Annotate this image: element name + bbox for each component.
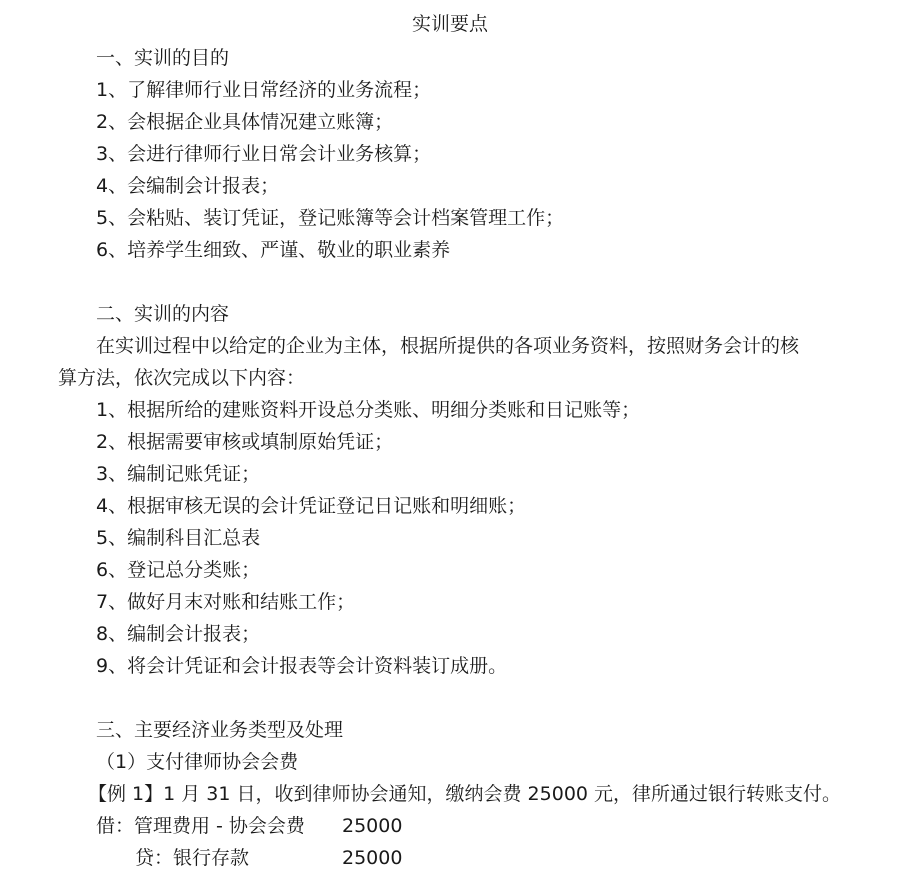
list-item: 9、将会计凭证和会计报表等会计资料装订成册。 [96, 655, 508, 677]
page-title: 实训要点 [411, 13, 488, 35]
example-text: 【例 1】1 月 31 日，收到律师协会通知，缴纳会费 25000 元，律所通过银行转账支付。 [88, 783, 842, 805]
credit-account: 贷：银行存款 [135, 847, 250, 869]
list-item: 1、了解律师行业日常经济的业务流程； [96, 79, 432, 101]
section2-intro-line1: 在实训过程中以给定的企业为主体，根据所提供的各项业务资料，按照财务会计的核 [96, 335, 800, 357]
journal-entry-credit [135, 846, 895, 870]
list-item: 2、根据需要审核或填制原始凭证； [96, 431, 394, 453]
list-item: 8、编制会计报表； [96, 623, 261, 645]
list-item: 4、根据审核无误的会计凭证登记日记账和明细账； [96, 495, 527, 517]
section3-subheading: （1）支付律师协会会费 [96, 751, 299, 773]
list-item: 2、会根据企业具体情况建立账簿； [96, 111, 394, 133]
section2-intro-line2: 算方法，依次完成以下内容： [58, 367, 306, 389]
credit-amount: 25000 [342, 847, 403, 869]
section1-heading: 一、实训的目的 [96, 47, 230, 69]
list-item: 3、会进行律师行业日常会计业务核算； [96, 143, 432, 165]
journal-entry-debit [96, 814, 896, 838]
section2-heading: 二、实训的内容 [96, 303, 230, 325]
list-item: 1、根据所给的建账资料开设总分类账、明细分类账和日记账等； [96, 399, 641, 421]
debit-account: 借：管理费用 - 协会会费 [96, 815, 305, 837]
list-item: 4、会编制会计报表； [96, 175, 280, 197]
list-item: 6、登记总分类账； [96, 559, 261, 581]
section3-heading: 三、主要经济业务类型及处理 [96, 719, 344, 741]
list-item: 3、编制记账凭证； [96, 463, 261, 485]
list-item: 7、做好月末对账和结账工作； [96, 591, 356, 613]
debit-amount: 25000 [342, 815, 403, 837]
list-item: 6、培养学生细致、严谨、敬业的职业素养 [96, 239, 451, 261]
list-item: 5、编制科目汇总表 [96, 527, 261, 549]
list-item: 5、会粘贴、装订凭证，登记账簿等会计档案管理工作； [96, 207, 565, 229]
